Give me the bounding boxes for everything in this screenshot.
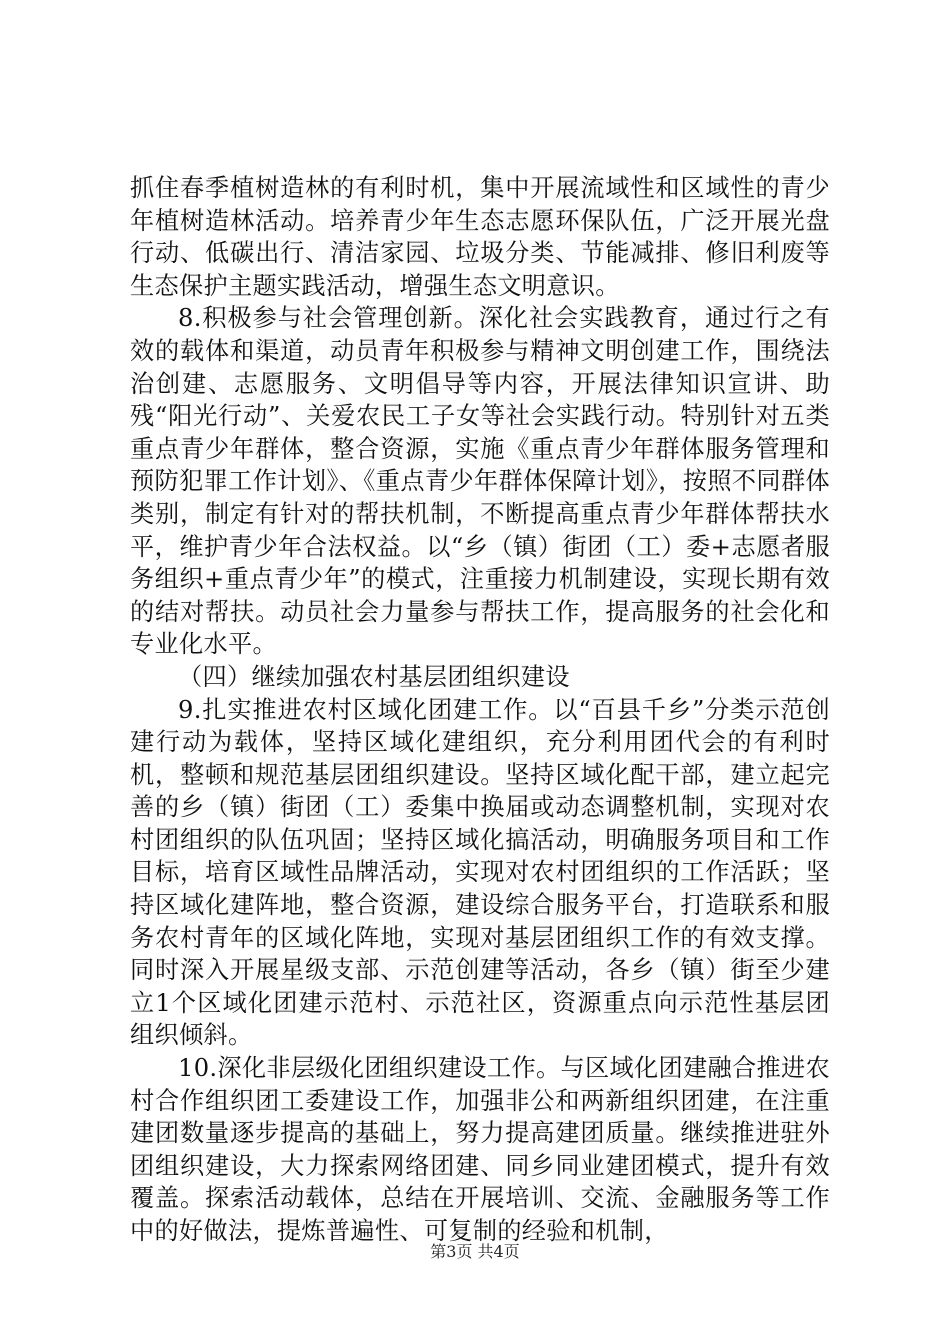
- paragraph-continuation: 抓住春季植树造林的有利时机，集中开展流域性和区域性的青少年植树造林活动。培养青少年生态志愿环保队伍，广泛开展光盘行动、低碳出行、清洁家园、垃圾分类、节能减排、修旧利废等生态保护主题实践活动，增强生态文明意识。: [130, 174, 830, 300]
- paragraph-item-8: 8.积极参与社会管理创新。深化社会实践教育，通过行之有效的载体和渠道，动员青年积极参与精神文明创建工作，围绕法治创建、志愿服务、文明倡导等内容，开展法律知识宣讲、助残“阳光行动”、关爱农民工子女等社会实践行动。特别针对五类重点青少年群体，整合资源，实施《重点青少年群体服务管理和预防犯罪工作计划》、《重点青少年群体保障计划》，按照不同群体类别，制定有针对的帮扶机制，不断提高重点青少年群体帮扶水平，维护青少年合法权益。以“乡（镇）街团（工）委+志愿者服务组织+重点青少年”的模式，注重接力机制建设，实现长期有效的结对帮扶。动员社会力量参与帮扶工作，提高服务的社会化和专业化水平。: [130, 304, 830, 659]
- paragraph-item-10: 10.深化非层级化团组织建设工作。与区域化团建融合推进农村合作组织团工委建设工作，加强非公和两新组织团建，在注重建团数量逐步提高的基础上，努力提高建团质量。继续推进驻外团组织建设，大力探索网络团建、同乡同业建团模式，提升有效覆盖。探索活动载体，总结在开展培训、交流、金融服务等工作中的好做法，提炼普遍性、可复制的经验和机制，: [130, 1054, 830, 1245]
- document-body: [130, 172, 830, 1248]
- paragraph-item-9: 9.扎实推进农村区域化团建工作。以“百县千乡”分类示范创建行动为载体，坚持区域化建组织，充分利用团代会的有利时机，整顿和规范基层团组织建设。坚持区域化配干部，建立起完善的乡（镇）街团（工）委集中换届或动态调整机制，实现对农村团组织的队伍巩固；坚持区域化搞活动，明确服务项目和工作目标，培育区域性品牌活动，实现对农村团组织的工作活跃；坚持区域化建阵地，整合资源，建设综合服务平台，打造联系和服务农村青年的区域化阵地，实现对基层团组织工作的有效支撑。同时深入开展星级支部、示范创建等活动，各乡（镇）街至少建立1个区域化团建示范村、示范社区，资源重点向示范性基层团组织倾斜。: [130, 695, 830, 1050]
- section-heading: （四）继续加强农村基层团组织建设: [178, 662, 570, 691]
- page-footer: 第3页 共4页: [430, 1242, 520, 1261]
